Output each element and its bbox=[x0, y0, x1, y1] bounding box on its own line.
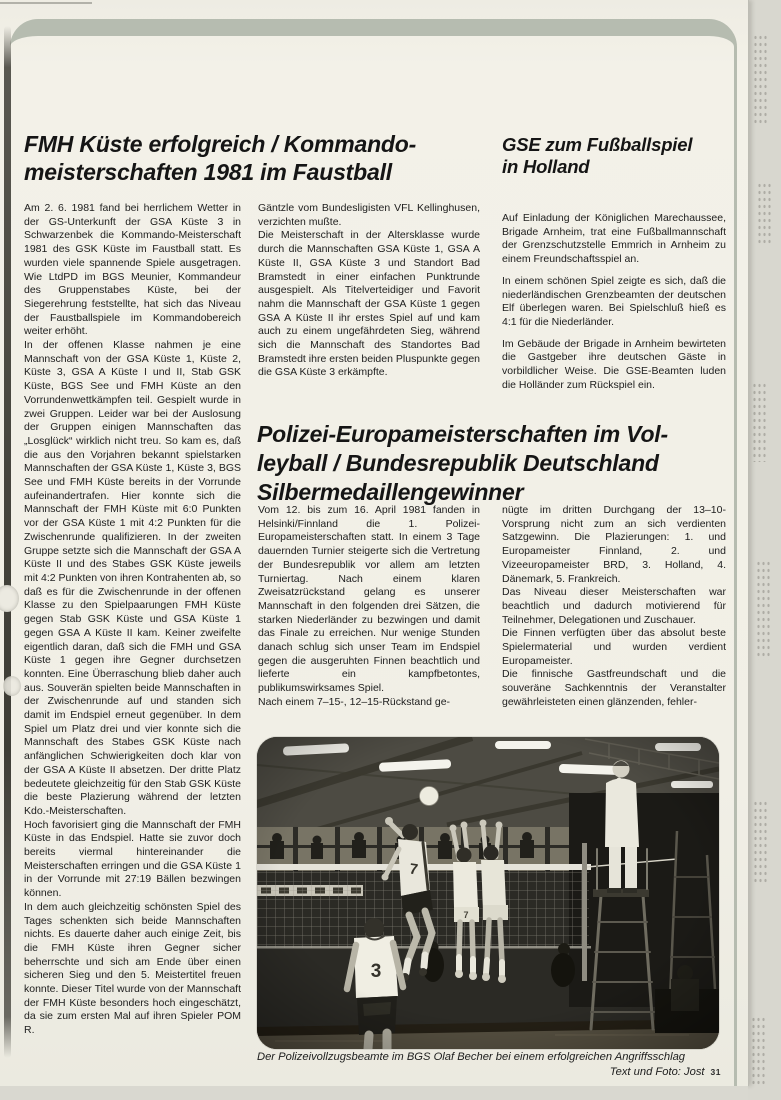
paragraph: In einem schönen Spiel zeigte es sich, daß die niederländischen Grenzbeamten der deutschen Elf überlegen waren. Bei Spielschluß hieß es 4:1 für die Niederländer. bbox=[502, 274, 726, 328]
paragraph: Gäntzle vom Bundesligisten VFL Kellinghusen, verzichten mußte. bbox=[258, 202, 480, 228]
paragraph: Am 2. 6. 1981 fand bei herrlichem Wetter in der GS-Unterkunft der GSA Küste 3 in Schwarzenbek die Kommando-Meisterschaft 1981 des GSK Küste im Faustball statt. Es wurden viele spannende Spiele ausgetragen. Wie LtdPD im BGS Meunier, Kommandeur des Gruppenstabes Küste, bei der Siegerehrung feststellte, hat sich das Niveau der Faustballspiele im Kommandobereich weiter erhöht. bbox=[24, 202, 241, 338]
title-line: FMH Küste erfolgreich / Kommando- bbox=[24, 131, 417, 157]
scan-noise bbox=[757, 182, 773, 246]
photo-credit: Text und Foto: Jost bbox=[609, 1065, 705, 1078]
faustball-column-2 bbox=[258, 202, 480, 380]
faustball-article-title bbox=[24, 131, 416, 186]
paragraph: In der offenen Klasse nahmen je eine Mannschaft von der GSA Küste 1, Küste 2, Küste 3, GSA A Küste I und II, Stab GSK Küste, BGS See und FMH Küste an den Vorrundenwettkämpfen teil. Gespielt wurde in zwei Gruppen. Leider war bei der Auslosung der Gruppen einigen Mannschaften das „Losglück“ wirklich nicht treu. So kam es, daß die aus den Vorjahren bekannt spielstarken Mannschaften der GSA Küste 1, Küste 3, BGS See und FMH Küste bereits in der Vorrunde aufeinandertrafen. Hier konnte sich die Mannschaft der FMH Küste mit 6:0 Punkten vor der GSA Küste 1 mit 4:2 Punkten für die Zwischenrunde qualifizieren. In der zweiten Gruppe setzte sich die Mannschaft der GSA A Küste II und des Stabes GSK Küste jeweils mit 4:2 Punkten von ihren Kontrahenten ab, so daß es für die Zwischenrunde in der offenen Klasse zu den Spielpaarungen FMH Küste gegen Stab GSK Küste und GSA Küste 1 gegen GSA A Küste II kam. Keiner zweifelte eigentlich daran, daß sich die FMH und GSA Küste 1 gegen ihre Gegner durchsetzen konnten. Eine Überraschung blieb daher auch aus. Souverän spielten beide Mannschaften in der Zwischenrunde auf und standen sich damit im Endspiel erneut gegenüber. In dem Spiel um Platz drei und vier konnte sich die Mannschaft des Stabes GSK Küste nach anfänglichen Schwierigkeiten doch klar von der GSA A Küste II absetzen. Der dritte Platz bedeutete gleichzeitig für den Stab GSK Küste die beste Plazierung während der letzten Kdo.-Meisterschaften. bbox=[24, 339, 241, 817]
paragraph: nügte im dritten Durchgang der 13–10-Vorsprung nicht zum an sich verdienten Satzgewinn. Die Plazierungen: 1. und Europameister Finnland, 2. und Vizeeuropameister BRD, 3. Holland, 4. Dänemark, 5. Frankreich. bbox=[502, 504, 726, 585]
faustball-column-1 bbox=[24, 202, 241, 1086]
title-line: leyball / Bundesrepublik Deutschland bbox=[257, 450, 659, 476]
scan-noise bbox=[756, 560, 772, 660]
title-line: Polizei-Europameisterschaften im Vol- bbox=[257, 421, 668, 447]
volleyball-photo bbox=[257, 737, 719, 1049]
volleyball-article-title bbox=[257, 420, 668, 507]
paragraph: Nach einem 7–15-, 12–15-Rückstand ge- bbox=[258, 695, 451, 708]
volleyball-column-left bbox=[258, 504, 480, 736]
paragraph: Vom 12. bis zum 16. April 1981 fanden in Helsinki/Finnland die 1. Polizei-Europameisterschaften statt. In einem 3 Tage dauernden Turnier steigerte sich die Vertretung der Bundesrepublik vor allem am letzten Turniertag. Nach einem klaren Zweisatzrückstand gelang es unserer Mannschaft in den folgenden drei Sätzen, die starken Niederländer zu bezwingen und damit das Finale zu erreichen. Nur wenige Stunden danach schlug sich unser Team im Endspiel gegen die ausgeruhten Finnen beachtlich und lieferte ein kampfbetontes, publikumswirksames Spiel. bbox=[258, 504, 480, 695]
scan-artifact-line bbox=[0, 2, 92, 4]
photo-caption: Der Polizeivollzugsbeamte im BGS Olaf Becher bei einem erfolgreichen Angriffsschlag bbox=[257, 1051, 686, 1063]
volleyball-photo-illustration bbox=[257, 737, 719, 1049]
scan-noise bbox=[752, 382, 768, 462]
title-line: Silbermedaillengewinner bbox=[257, 479, 524, 505]
binding-shadow bbox=[4, 26, 11, 1058]
gse-article-title bbox=[502, 134, 692, 178]
title-line: GSE zum Fußballspiel bbox=[502, 134, 693, 155]
paragraph: Das Niveau dieser Meisterschaften war beachtlich und dadurch motivierend für Teilnehmer, Delegationen und Zuschauer. bbox=[502, 586, 726, 626]
paragraph: Hoch favorisiert ging die Mannschaft der FMH Küste in das Endspiel. Hatte sie zuvor doch bereits viermal hintereinander die Meisterschaften erringen und die GSA Küste 1 in der Vorrunde mit 27:19 Bällen bezwingen können. bbox=[24, 818, 241, 900]
punch-hole bbox=[3, 676, 21, 696]
scan-noise bbox=[753, 34, 769, 124]
title-line: meisterschaften 1981 im Faustball bbox=[24, 158, 392, 185]
photo-caption-block bbox=[257, 1051, 721, 1079]
photo-vignette bbox=[257, 737, 719, 1049]
scan-noise bbox=[751, 1016, 767, 1086]
volleyball-column-right bbox=[502, 504, 726, 736]
scan-noise bbox=[753, 800, 769, 884]
paragraph: Die finnische Gastfreundschaft und die souveräne Sachkenntnis der Veranstalter gewährleisteten einen glänzenden, fehler- bbox=[502, 668, 726, 708]
page-number: 31 bbox=[710, 1066, 721, 1077]
gse-article-body bbox=[502, 212, 726, 400]
paragraph: Die Meisterschaft in der Altersklasse wurde durch die Mannschaften GSA Küste 1, GSA A Küste II, GSA Küste 3 und Standort Bad Bramstedt in einer einfachen Punktrunde ausgespielt. Als Titelverteidiger und Favorit nahm die Mannschaft der GSA Küste 1 gegen GSA A Küste II ihr erstes Spiel auf und kam auch zu einem ungefährdeten Sieg, während sich die Mannschaft des Standortes Bad Bramstedt ihre ersten beiden Pluspunkte gegen die GSA Küste 3 erkämpfte. bbox=[258, 229, 480, 379]
scan-bottom-edge bbox=[0, 1086, 748, 1100]
paragraph: Im Gebäude der Brigade in Arnheim bewirteten die Gastgeber ihre deutschen Gäste in vorbildlicher Weise. Die GSE-Beamten luden die Holländer zum Rückspiel ein. bbox=[502, 337, 726, 391]
paragraph: Die Finnen verfügten über das absolut beste Spielermaterial und wurden verdient Europameister. bbox=[502, 627, 726, 667]
paragraph: In dem auch gleichzeitig schönsten Spiel des Tages schenkten sich beide Mannschaften nichts. Es dauerte daher auch einige Zeit, bis die FMH Küste ihren Gegner sicher beherrschte und sich am Ende über einen sicheren Sieg und den 5. Meistertitel freuen konnte. Dieser Titel wurde von der Mannschaft der FMH Küste besonders hoch eingeschätzt, da sie zum ersten Mal auf ihren Spieler POM R. bbox=[24, 900, 241, 1037]
paragraph: Auf Einladung der Königlichen Marechaussee, Brigade Arnheim, trat eine Fußballmannschaft der Grenzschutzstelle Emmrich in Arnheim zu einem Freundschaftsspiel an. bbox=[502, 212, 726, 266]
title-line: in Holland bbox=[502, 156, 590, 177]
